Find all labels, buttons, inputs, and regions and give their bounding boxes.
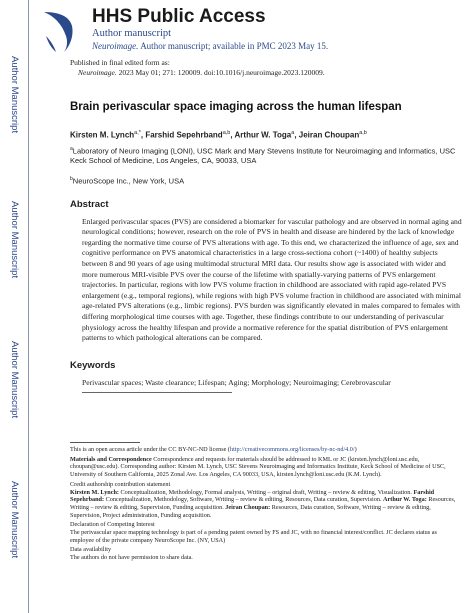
side-band bbox=[0, 0, 30, 613]
keywords-text: Perivascular spaces; Waste clearance; Lifespan; Aging; Morphology; Neuroimaging; Cerebrovascular bbox=[82, 377, 391, 387]
data-availability-text: The authors do not have permission to share data. bbox=[70, 554, 193, 562]
author-name[interactable]: Arthur W. Toga bbox=[234, 130, 292, 140]
side-label-author-manuscript: Author Manuscript bbox=[9, 56, 20, 134]
affil-sup: b bbox=[70, 176, 73, 183]
author-name[interactable]: Jeiran Choupan bbox=[298, 130, 360, 140]
credit-text: Conceptualization, Methodology, Software, Writing – review & editing, Resources, Data curation, Supervision. bbox=[104, 496, 384, 504]
license-link[interactable]: http://creativecommons.org/licenses/by-nc-nd/4.0/ bbox=[229, 446, 355, 453]
published-line: Published in final edited form as: bbox=[70, 58, 170, 67]
materials-label: Materials and Correspondence bbox=[70, 455, 152, 463]
keywords-heading: Keywords bbox=[70, 359, 116, 371]
materials-text: Correspondence and requests for materials should be addressed to KML or JC (kirsten.lynch@loni.usc.edu, choupan@usc.edu). Corresponding author: Kirsten M. Lynch, USC Stevens Neuroimaging and Informatics Institute, Keck School of Medicine of USC, University of Southern California, 2025 Zonal Ave. Los Angeles, CA 90033, USA, kirsten.lynch@loni.usc.edu (K.M. Lynch). bbox=[70, 455, 446, 479]
license-note bbox=[70, 446, 462, 454]
journal-availability bbox=[92, 40, 328, 52]
citation-text: 2023 May 01; 271: 120009. doi:10.1016/j.neuroimage.2023.120009. bbox=[118, 68, 325, 77]
author-sup: a bbox=[291, 130, 295, 136]
citation-line bbox=[78, 68, 462, 78]
author-sup: a,* bbox=[134, 130, 141, 136]
credit-author-label: Arthur W. Toga: bbox=[383, 496, 427, 504]
header bbox=[40, 6, 466, 56]
affil-text: NeuroScope Inc., New York, USA bbox=[72, 176, 185, 186]
credit-statement bbox=[70, 489, 462, 520]
side-divider bbox=[28, 0, 29, 613]
abstract-heading: Abstract bbox=[70, 198, 109, 210]
affiliation-b bbox=[70, 174, 462, 187]
author-name[interactable]: Farshid Sepehrband bbox=[145, 130, 223, 140]
side-label-author-manuscript: Author Manuscript bbox=[9, 201, 20, 279]
author-list: Kirsten M. Lynch$^{a,*}$, Farshid Sepehrband$^{a,b}$, Arthur W. Toga$^a$, Jeiran Choupan$^{a,b}$ bbox=[70, 130, 367, 140]
data-availability-heading: Data availability bbox=[70, 546, 112, 554]
coi-heading: Declaration of Competing Interest bbox=[70, 521, 155, 529]
license-text: This is an open access article under the CC BY-NC-ND license ( bbox=[70, 446, 230, 453]
affiliation-a bbox=[70, 144, 462, 167]
credit-author-label: Jeiran Choupan: bbox=[225, 503, 271, 511]
credit-heading: Credit authorship contribution statement bbox=[70, 480, 171, 488]
affil-text: Laboratory of Neuro Imaging (LONI), USC Mark and Mary Stevens Institute for Neuroimaging and Informatics, USC Keck School of Medicine, Los Angeles, CA, 90033, USA bbox=[70, 146, 456, 166]
author-name[interactable]: Kirsten M. Lynch bbox=[70, 130, 135, 140]
hhs-public-access-title: HHS Public Access bbox=[92, 6, 266, 27]
keywords-divider bbox=[82, 392, 232, 393]
article-title: Brain perivascular space imaging across the human lifespan bbox=[70, 101, 402, 113]
abstract-text: Enlarged perivascular spaces (PVS) are considered a biomarker for vascular pathology and are observed in normal aging and neurological conditions; however, research on the role of PVS in health and disease are hindered by the lack of knowledge regarding the normative time course of PVS alterations with age. To this end, we characterized the influence of age, sex and cognitive performance on PVS anatomical characteristics in a large cross-sectiona cohort (~1400) of healthy subjects between 8 and 90 years of age using multimodal structural MRI data. Our results show age is associated with wider and more numerous MRI-visible PVS over the course of the lifetime with spatially-varying patterns of PVS enlargement trajectories. In particular, regions with low PVS volume fraction in childhood are associated with rapid age-related PVS enlargement (e.g., temporal regions), while regions with high PVS volume fraction in childhood are associated with minimal age-related PVS alterations (e.g., limbic regions). PVS burden was significantly elevated in males compared to females with differing morphological time courses with age. Together, these findings contribute to our understanding of perivascular physiology across the healthy lifespan and provide a normative reference for the spatial distribution of PVS enlargement patterns to which pathological alterations can be compared. bbox=[82, 216, 462, 343]
author-sup: a,b bbox=[222, 130, 231, 136]
credit-author-label: Kirsten M. Lynch: bbox=[70, 488, 119, 496]
coi-text: The perivascular space mapping technology is part of a pending patent owned by FS and JC, with no financial interest/conflict. JC declares status as employee of the private company NeuroScope Inc. (NY, USA) bbox=[70, 529, 437, 544]
journal-name: Neuroimage. bbox=[92, 41, 139, 51]
credit-author-label: Farshid Sepehrband: bbox=[70, 488, 435, 504]
affil-sup: a bbox=[70, 145, 73, 152]
footnote-divider bbox=[70, 442, 140, 443]
credit-text: Resources, Writing – review & editing, Supervision, Funding acquisition. bbox=[70, 496, 456, 511]
credit-text: Conceptualization, Methodology, Formal analysis, Writing – original draft, Writing – review & editing, Visualization. bbox=[118, 488, 414, 496]
citation-journal: Neuroimage. bbox=[78, 68, 117, 77]
hhs-eagle-logo-icon bbox=[40, 6, 80, 54]
side-label-author-manuscript: Author Manuscript bbox=[9, 481, 20, 559]
author-manuscript-subtitle: Author manuscript bbox=[92, 28, 172, 39]
article-front-matter bbox=[70, 58, 462, 393]
license-text-end: ) bbox=[354, 446, 357, 453]
author-sup: a,b bbox=[359, 130, 367, 136]
credit-text: Resources, Data curation, Software, Writing – review & editing, Supervision, Project administration, Funding acquisition. bbox=[70, 503, 431, 519]
materials-note bbox=[70, 456, 462, 479]
availability-text: Author manuscript; available in PMC 2023 May 15. bbox=[140, 41, 329, 51]
side-label-author-manuscript: Author Manuscript bbox=[9, 341, 20, 419]
footnotes bbox=[70, 442, 462, 564]
